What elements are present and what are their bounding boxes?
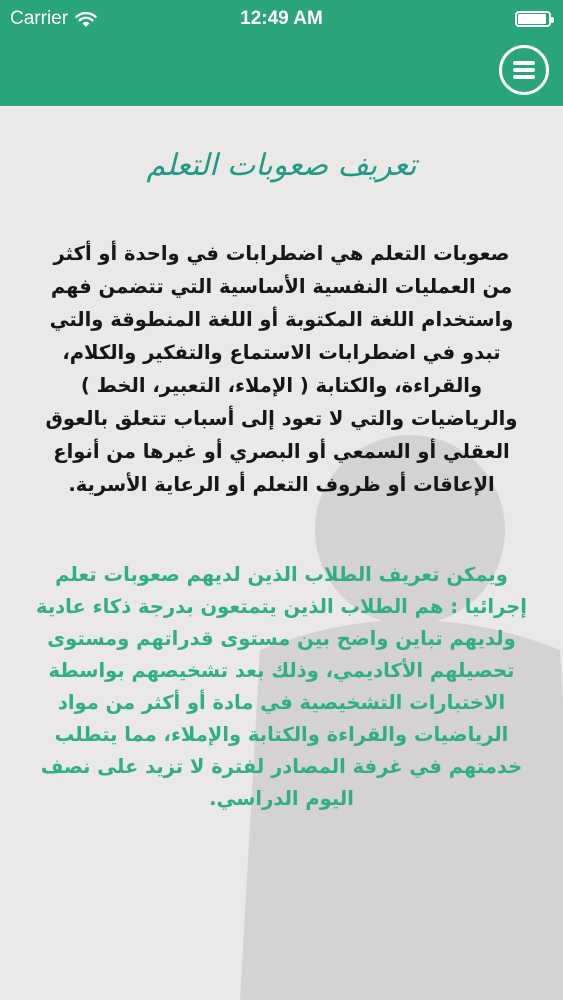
nav-bar [0, 38, 563, 106]
definition-paragraph: صعوبات التعلم هي اضطرابات في واحدة أو أكثر من العمليات النفسية الأساسية التي تتضمن فهم واستخدام اللغة المكتوبة أو اللغة المنطوقة والتي تبدو في اضطرابات الاستماع والتفكير والكلام، والقراءة، والكتابة ( الإملاء، التعبير، الخط ) والرياضيات والتي لا تعود إلى أسباب تتعلق بالعوق العقلي أو السمعي أو البصري أو غيرها من أنواع الإعاقات أو ظروف التعلم أو الرعاية الأسرية. [45, 242, 518, 496]
main-content [36, 106, 527, 815]
status-bar [0, 0, 563, 38]
procedural-definition-paragraph: ويمكن تعريف الطلاب الذين لديهم صعوبات تعلم إجرائيا : هم الطلاب الذين يتمتعون بدرجة ذكاء عادية ولديهم تباين واضح بين مستوى قدراتهم ومستوى تحصيلهم الأكاديمي، وذلك بعد تشخيصهم بواسطة الاختبارات التشخيصية في مادة أو أكثر من مواد الرياضيات والقراءة والكتابة والإملاء، مما يتطلب خدمتهم في غرفة المصادر لفترة لا تزيد على نصف اليوم الدراسي. [36, 563, 527, 810]
hamburger-menu-icon [513, 61, 535, 79]
carrier-label: Carrier [10, 8, 69, 29]
page-title: تعريف صعوبات التعلم [146, 148, 417, 183]
menu-button[interactable] [499, 45, 549, 95]
status-time: 12:49 AM [240, 8, 323, 29]
battery-icon [515, 11, 551, 27]
